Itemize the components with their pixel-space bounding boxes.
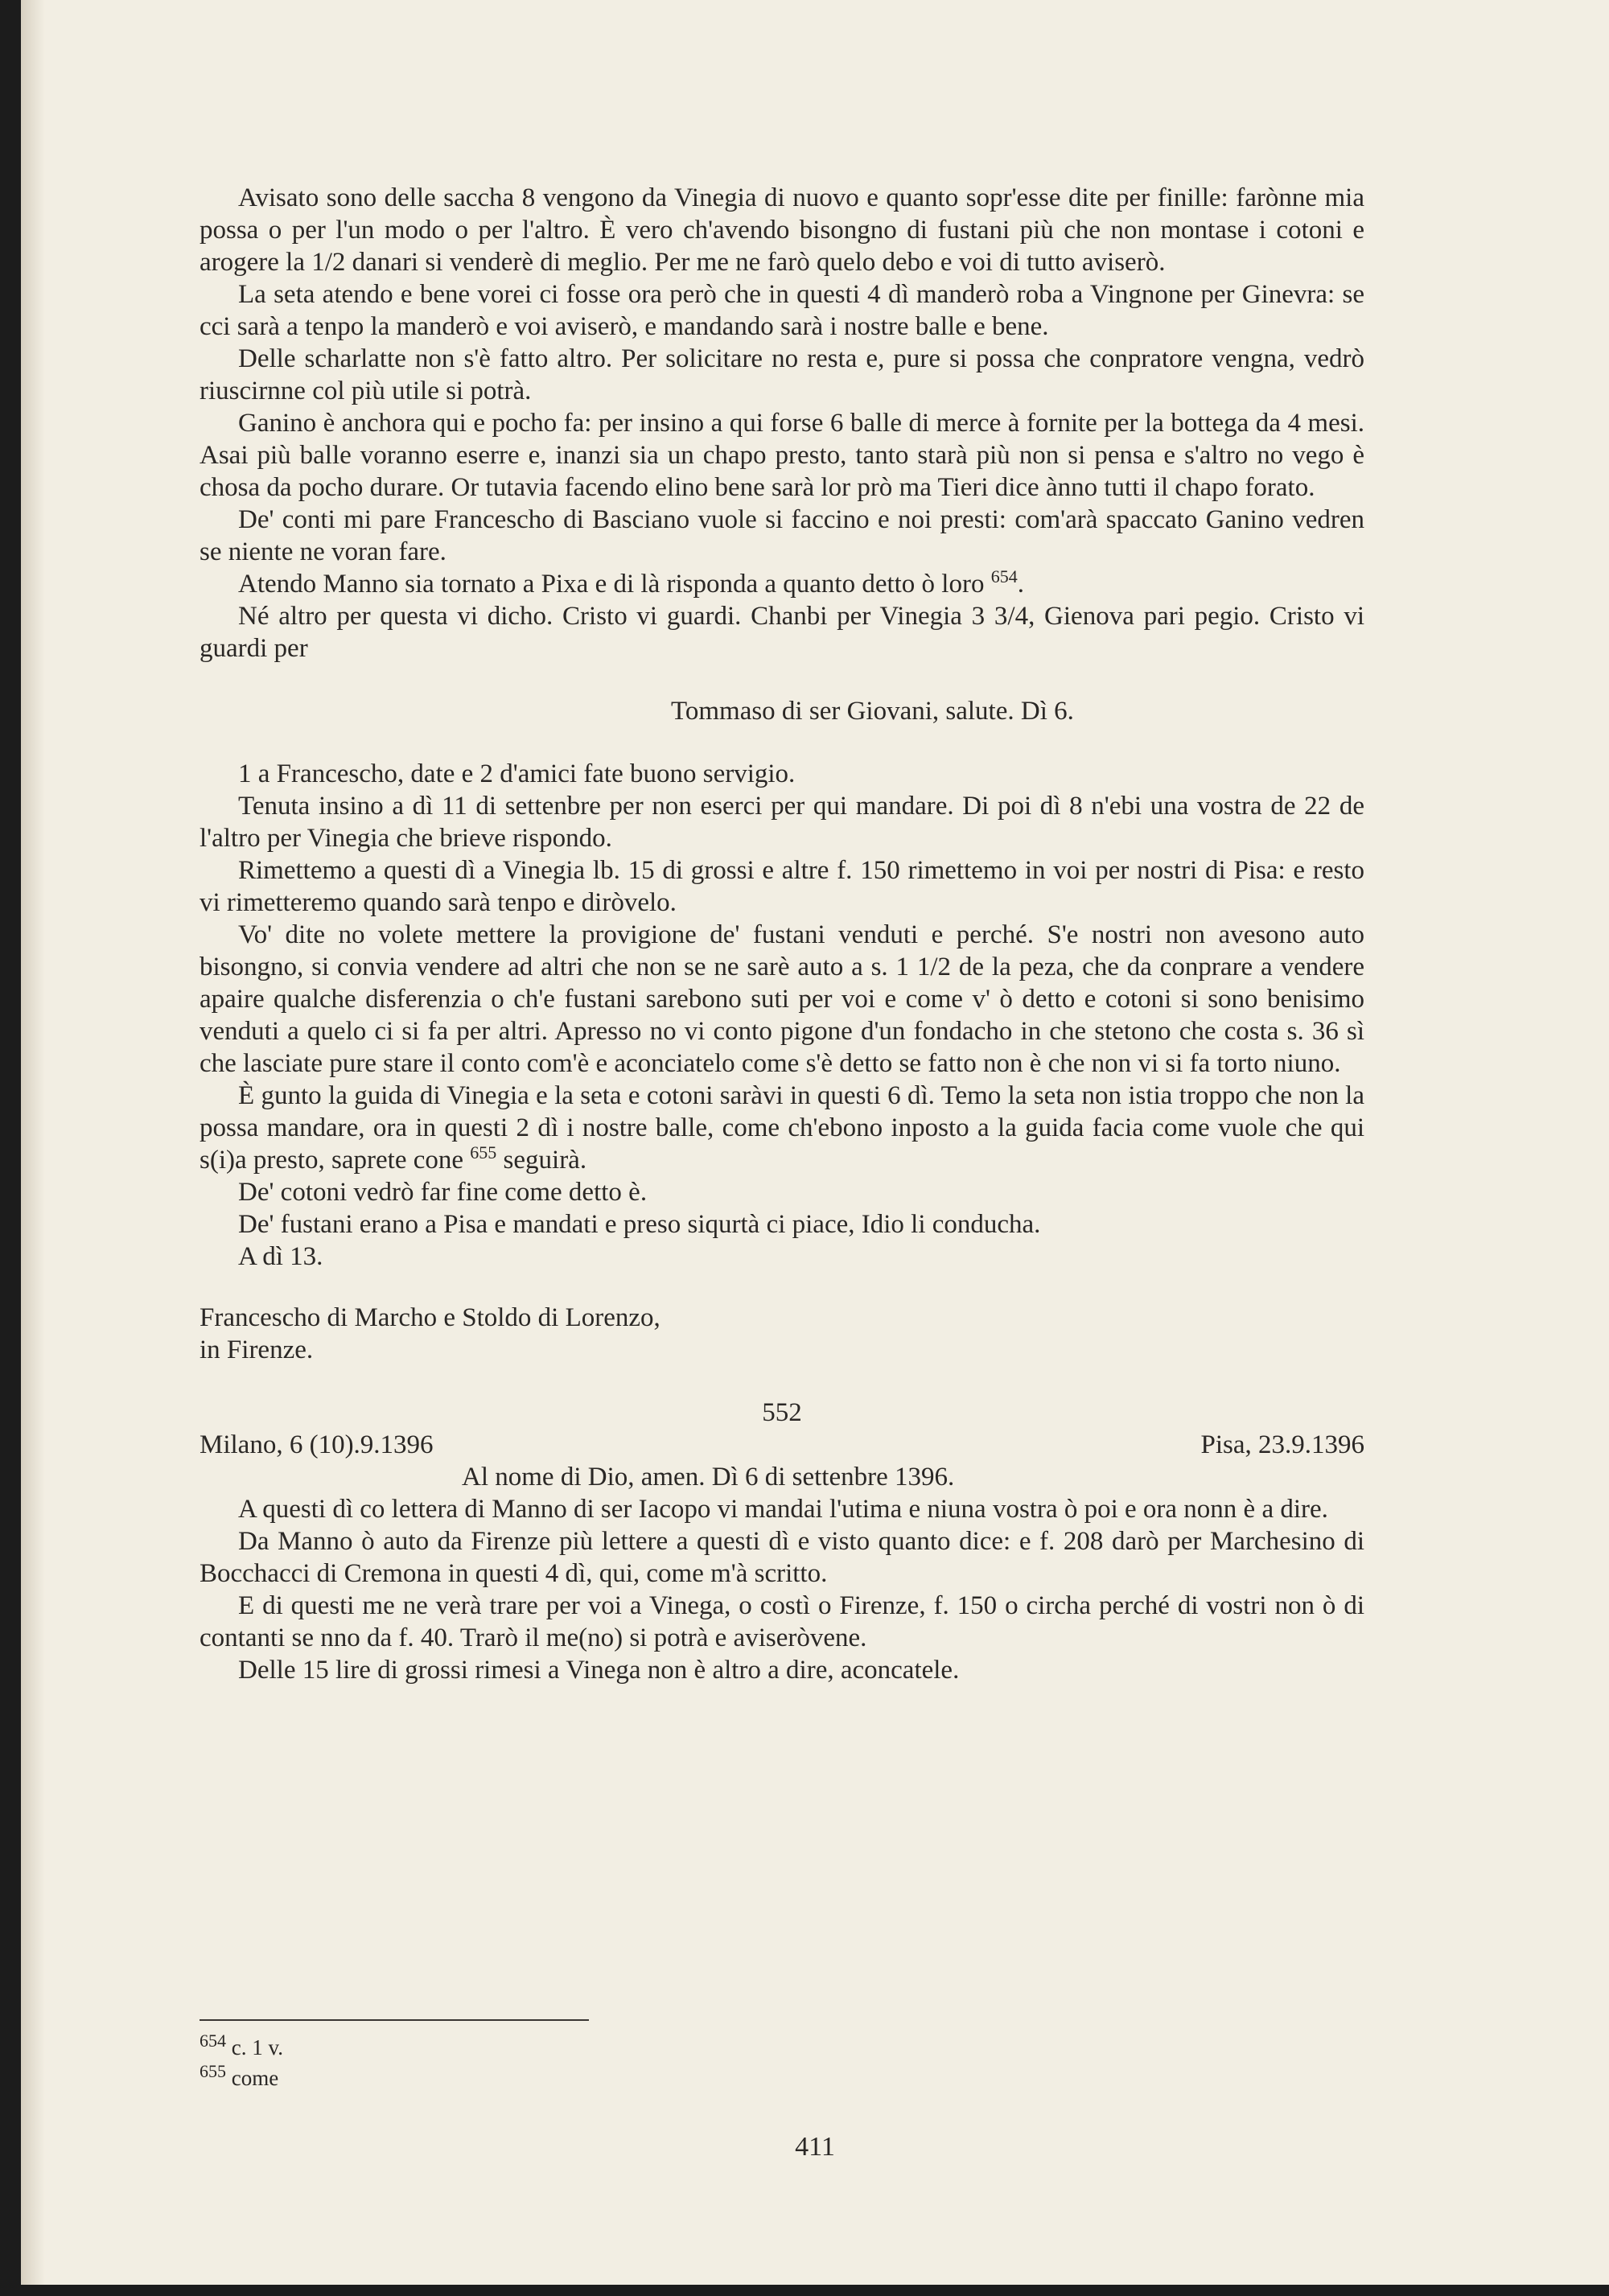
footnote (200, 2063, 283, 2093)
spacer (200, 1273, 1364, 1302)
paragraph: Delle scharlatte non s'è fatto altro. Per solicitare no resta e, pure si possa che conpratore vengna, vedrò riuscirnne col più utile si potrà. (200, 344, 1364, 405)
footnote-ref-655[interactable]: 655 (470, 1142, 497, 1162)
paragraph-guida (200, 1080, 1364, 1176)
paragraph-text: È gunto la guida di Vinegia e la seta e cotoni saràvi in questi 6 dì. Temo la seta non istia troppo che non la possa mandare, ora in questi 2 dì i nostre balle, come ch'ebono inposto a la guida facia come vuole che qui s(i)a presto, saprete cone (200, 1081, 1364, 1175)
footnote-ref-654[interactable]: 654 (990, 566, 1018, 586)
paragraph: Ganino è anchora qui e pocho fa: per insino a qui forse 6 balle di merce à fornite per la bottega da 4 mesi. Asai più balle voranno eserre e, inanzi sia un chapo presto, tanto starà più non si pensa e s'altro no vego è chosa da pocho durare. Or tutavia facendo elino bene sarà lor prò ma Tieri dice ànno tutti il chapo forato. (200, 409, 1364, 502)
paragraph: E di questi me ne verà trare per voi a Vinega, o costì o Firenze, f. 150 o circha perché di vostri non ò di contanti se nno da f. 40. Trarò il me(no) si potrà e aviseròvene. (200, 1591, 1364, 1652)
footnote-number: 655 (200, 2061, 226, 2081)
spacer (200, 665, 1364, 695)
footnote-rule (200, 2019, 589, 2021)
footnote-number: 654 (200, 2031, 226, 2051)
paragraph-manno (200, 568, 1364, 600)
paragraph: A questi dì co lettera di Manno di ser Iacopo vi mandai l'utima e niuna vostra ò poi e ora nonn è a dire. (238, 1495, 1328, 1524)
address-line: in Firenze. (200, 1335, 314, 1364)
paragraph: La seta atendo e bene vorei ci fosse ora però che in questi 4 dì manderò roba a Vingnone per Ginevra: se cci sarà a tenpo la manderò e voi aviserò, e mandando sarà i nostre balle e bene. (200, 280, 1364, 341)
letter-to: Pisa, 23.9.1396 (1200, 1430, 1364, 1459)
book-page (21, 0, 1609, 2285)
paragraph: Né altro per questa vi dicho. Cristo vi guardi. Chanbi per Vinegia 3 3/4, Gienova pari pegio. Cristo vi guardi per (200, 602, 1364, 663)
paragraph-end: . (1017, 570, 1024, 599)
paragraph: Vo' dite no volete mettere la provigione de' fustani venduti e perché. S'e nostri non avesono auto bisongno, si convia vendere ad altri che non se ne sarè auto a s. 1 1/2 de la peza, che da conprare a vendere apaire qualche disferenzia o ch'e fustani sarebono suti per voi e come v' ò detto e cotoni si sono benisimo venduti a quelo ci si fa per altri. Apresso no vi conto pigone d'un fondacho in che stetono che costa s. 36 sì che lasciate pure stare il conto com'è e aconciatelo come s'è detto se fatto non è che non vi si fa torto niuno. (200, 920, 1364, 1078)
letter-number: 552 (762, 1398, 802, 1427)
spacer (200, 727, 1364, 758)
paragraph: A dì 13. (238, 1242, 323, 1271)
paragraph-text: Atendo Manno sia tornato a Pixa e di là risponda a quanto detto ò loro (238, 570, 991, 599)
letter-from: Milano, 6 (10).9.1396 (200, 1430, 434, 1459)
address-line: Francescho di Marcho e Stoldo di Lorenzo, (200, 1303, 660, 1332)
letter-incipit: Al nome di Dio, amen. Dì 6 di settenbre 1396. (462, 1463, 955, 1492)
footnote (200, 2032, 283, 2063)
page-number: 411 (795, 2132, 835, 2162)
paragraph: Rimettemo a questi dì a Vinegia lb. 15 di grossi e altre f. 150 rimettemo in voi per nostri di Pisa: e resto vi rimetteremo quando sarà tenpo e diròvelo. (200, 856, 1364, 917)
footnotes (200, 2032, 283, 2093)
main-text (200, 182, 1364, 1686)
paragraph-end: seguirà. (496, 1146, 587, 1175)
paragraph: De' fustani erano a Pisa e mandati e preso siqurtà ci piace, Idio li conducha. (238, 1210, 1041, 1239)
paragraph: 1 a Francescho, date e 2 d'amici fate buono servigio. (238, 759, 796, 788)
paragraph: Tenuta insino a dì 11 di settenbre per non eserci per qui mandare. Di poi dì 8 n'ebi una vostra de 22 de l'altro per Vinegia che brieve rispondo. (200, 792, 1364, 853)
paragraph: De' cotoni vedrò far fine come detto è. (238, 1178, 648, 1207)
paragraph: Da Manno ò auto da Firenze più lettere a questi dì e visto quanto dice: e f. 208 darò per Marchesino di Bocchacci di Cremona in questi 4 dì, qui, come m'à scritto. (200, 1527, 1364, 1588)
page-gutter-shadow (21, 0, 45, 2285)
footnote-text: come (231, 2066, 279, 2090)
footnote-text: c. 1 v. (231, 2035, 283, 2059)
paragraph: Avisato sono delle saccha 8 vengono da Vinegia di nuovo e quanto sopr'esse dite per finille: farònne mia possa o per l'un modo o per l'altro. È vero ch'avendo bisongno di fustani più che non montase i cotoni e arogere la 1/2 danari si venderè di meglio. Per me ne farò quelo debo e voi di tutto aviserò. (200, 183, 1364, 277)
letter-dates (200, 1429, 1364, 1461)
paragraph: Delle 15 lire di grossi rimesi a Vinega non è altro a dire, aconcatele. (238, 1656, 960, 1685)
salutation: Tommaso di ser Giovani, salute. Dì 6. (671, 697, 1074, 726)
paragraph: De' conti mi pare Francescho di Basciano vuole si faccino e noi presti: com'arà spaccato Ganino vedren se niente ne voran fare. (200, 505, 1364, 566)
